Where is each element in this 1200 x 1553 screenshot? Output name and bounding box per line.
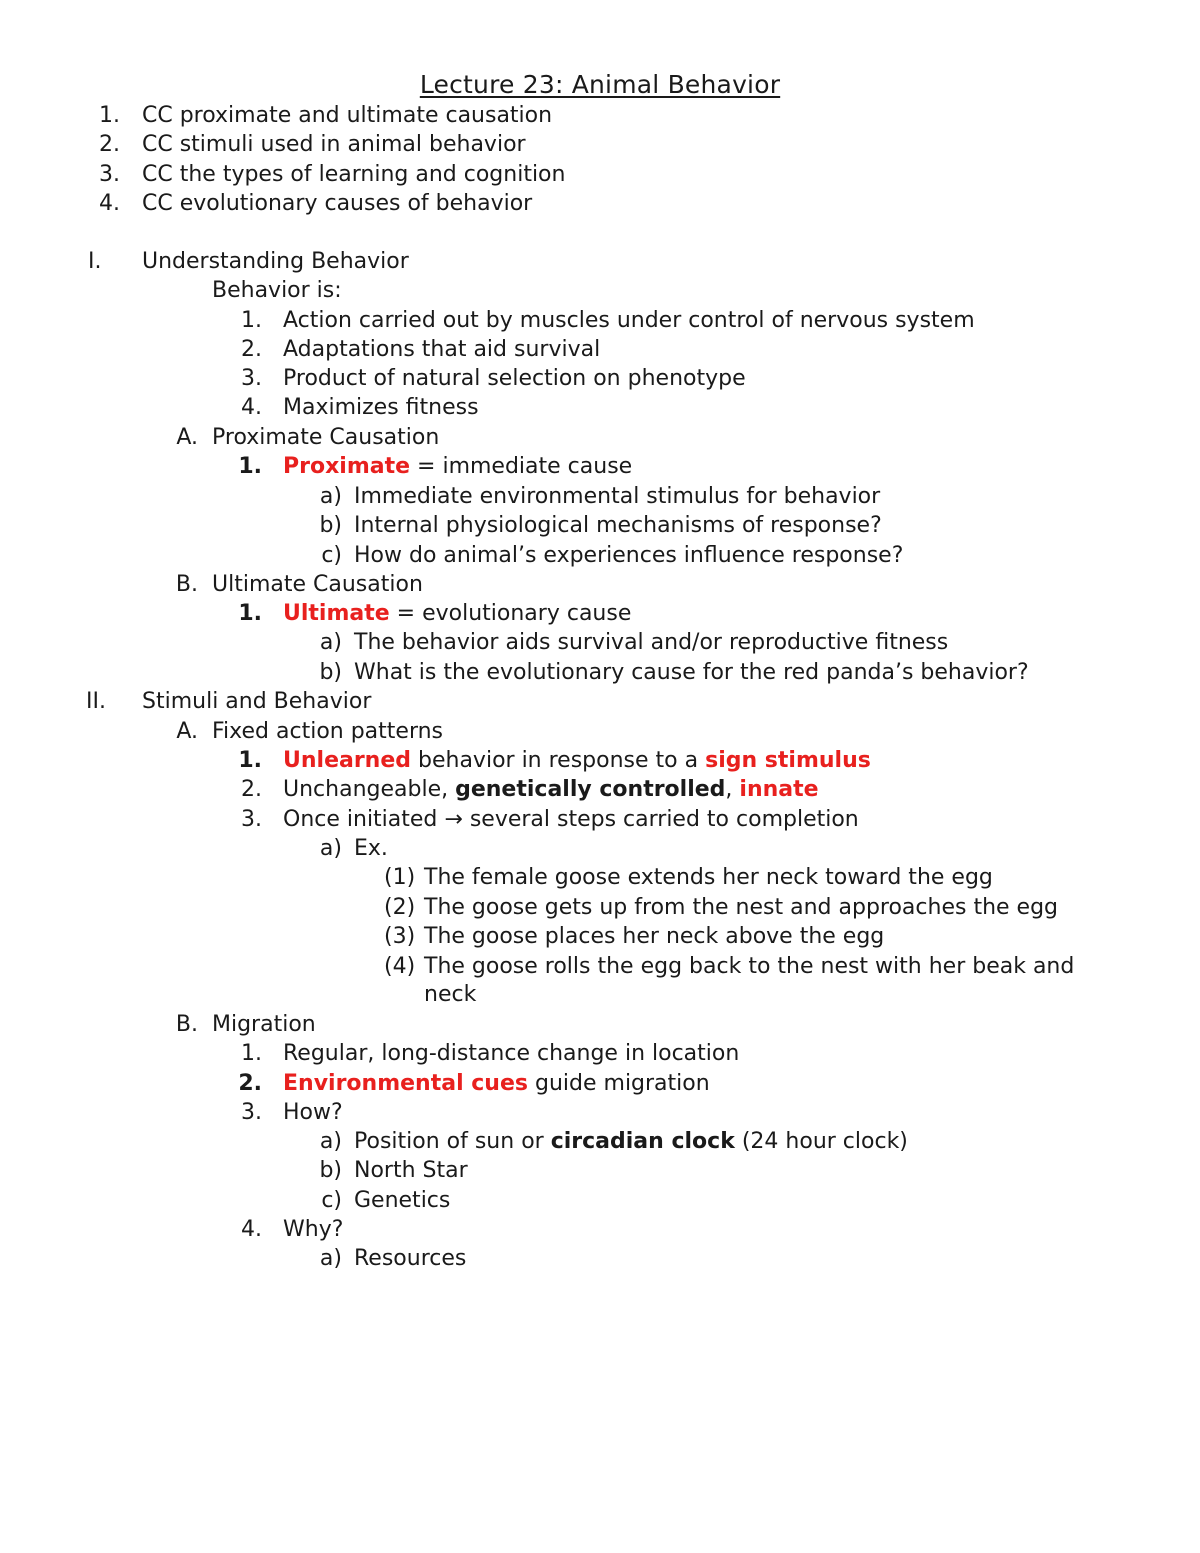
key-term: Ultimate — [283, 601, 390, 626]
letter-marker: B. — [175, 572, 198, 597]
definition-text — [283, 775, 819, 805]
step-text: The goose places her neck above the egg — [424, 924, 885, 949]
subsection-title: Ultimate Causation — [212, 572, 423, 597]
letter-marker: A. — [176, 425, 198, 450]
definition-text — [283, 599, 631, 629]
sub-item-text: Immediate environmental stimulus for behavior — [354, 484, 881, 509]
list-item-text: Regular, long-distance change in location — [283, 1041, 740, 1066]
list-item-text: How? — [283, 1100, 343, 1125]
sub-item — [0, 511, 1200, 541]
definition-prefix: Unchangeable, — [283, 777, 456, 802]
list-marker: 3. — [241, 807, 262, 832]
list-marker: b) — [319, 1158, 342, 1183]
step-marker: (2) — [384, 895, 416, 920]
step-item — [0, 863, 1200, 893]
key-term: innate — [739, 777, 819, 802]
definition-item — [0, 775, 1200, 805]
definition-text — [283, 746, 871, 776]
step-marker: (3) — [384, 924, 416, 949]
lecture-title: Lecture 23: Animal Behavior — [419, 70, 781, 99]
sub-item-text: What is the evolutionary cause for the red panda’s behavior? — [354, 660, 1029, 685]
subsection-heading — [0, 1010, 1200, 1040]
letter-marker: B. — [175, 1012, 198, 1037]
step-item — [0, 952, 1200, 982]
sub-item — [0, 1127, 1200, 1157]
objective-item — [0, 160, 1200, 190]
step-text-continued: neck — [424, 982, 477, 1007]
objective-text: CC the types of learning and cognition — [142, 162, 566, 187]
sub-item-text: Genetics — [354, 1188, 451, 1213]
list-marker: 4. — [99, 191, 120, 216]
key-term: Unlearned — [283, 748, 412, 773]
key-term: Proximate — [283, 454, 411, 479]
list-marker: 1. — [241, 1041, 262, 1066]
list-marker: 3. — [241, 366, 262, 391]
list-marker: a) — [319, 836, 342, 861]
step-text: The goose gets up from the nest and approaches the egg — [424, 895, 1059, 920]
definition-item — [0, 452, 1200, 482]
definition-item — [0, 1069, 1200, 1099]
list-marker: 1. — [238, 454, 262, 479]
sub-item — [0, 541, 1200, 571]
sub-item — [0, 1186, 1200, 1216]
list-marker: 3. — [241, 1100, 262, 1125]
definition-middle: behavior in response to a — [411, 748, 706, 773]
sub-item-suffix: (24 hour clock) — [734, 1129, 908, 1154]
list-marker: a) — [319, 630, 342, 655]
sub-item — [0, 658, 1200, 688]
step-marker: (1) — [384, 865, 416, 890]
intro-text: Behavior is: — [212, 278, 342, 303]
list-marker: 4. — [241, 1217, 262, 1242]
objective-item — [0, 189, 1200, 219]
list-marker: c) — [321, 543, 342, 568]
sub-item-prefix: Position of sun or — [354, 1129, 551, 1154]
sub-item-text: How do animal’s experiences influence response? — [354, 543, 904, 568]
list-item — [0, 1098, 1200, 1128]
definition-text — [283, 1069, 710, 1099]
step-continuation — [0, 980, 1200, 1010]
section-heading — [0, 687, 1200, 717]
list-item — [0, 1215, 1200, 1245]
list-marker: a) — [319, 484, 342, 509]
roman-marker: II. — [86, 689, 106, 714]
list-item — [0, 1039, 1200, 1069]
list-marker: 2. — [99, 132, 120, 157]
list-marker: 3. — [99, 162, 120, 187]
list-item-text: Product of natural selection on phenotype — [283, 366, 746, 391]
list-item-text: Why? — [283, 1217, 344, 1242]
list-marker: b) — [319, 513, 342, 538]
subsection-title: Fixed action patterns — [212, 719, 444, 744]
sub-item-text — [354, 1127, 908, 1157]
objective-text: CC stimuli used in animal behavior — [142, 132, 526, 157]
definition-item — [0, 599, 1200, 629]
list-item-text: Once initiated → several steps carried to completion — [283, 807, 859, 832]
section-title: Stimuli and Behavior — [142, 689, 372, 714]
sub-item-text: Internal physiological mechanisms of response? — [354, 513, 882, 538]
list-marker: 1. — [238, 601, 262, 626]
list-item — [0, 335, 1200, 365]
list-marker: a) — [319, 1129, 342, 1154]
definition-rest: = immediate cause — [410, 454, 633, 479]
list-item — [0, 805, 1200, 835]
sub-item-text: North Star — [354, 1158, 468, 1183]
step-text: The female goose extends her neck toward the egg — [424, 865, 993, 890]
section-title: Understanding Behavior — [142, 249, 409, 274]
list-marker: 2. — [241, 777, 262, 802]
objective-text: CC evolutionary causes of behavior — [142, 191, 533, 216]
bold-term: circadian clock — [550, 1129, 735, 1154]
sub-item — [0, 834, 1200, 864]
intro-line — [0, 276, 1200, 306]
objective-item — [0, 101, 1200, 131]
subsection-heading — [0, 423, 1200, 453]
separator: , — [725, 777, 740, 802]
step-item — [0, 922, 1200, 952]
list-marker: 1. — [99, 103, 120, 128]
sub-item-text: Resources — [354, 1246, 467, 1271]
bold-term: genetically controlled — [455, 777, 726, 802]
list-item — [0, 393, 1200, 423]
list-item-text: Maximizes fitness — [283, 395, 479, 420]
list-item — [0, 364, 1200, 394]
list-marker: 2. — [238, 1071, 262, 1096]
list-marker: 1. — [238, 748, 262, 773]
step-item — [0, 893, 1200, 923]
list-item-text: Action carried out by muscles under control of nervous system — [283, 308, 975, 333]
key-term: Environmental cues — [283, 1071, 528, 1096]
sub-item-text: Ex. — [354, 836, 388, 861]
list-marker: 1. — [241, 308, 262, 333]
definition-text — [283, 452, 632, 482]
sub-item — [0, 1156, 1200, 1186]
letter-marker: A. — [176, 719, 198, 744]
sub-item — [0, 1244, 1200, 1274]
sub-item — [0, 482, 1200, 512]
subsection-title: Migration — [212, 1012, 316, 1037]
objective-text: CC proximate and ultimate causation — [142, 103, 553, 128]
subsection-heading — [0, 717, 1200, 747]
list-item-text: Adaptations that aid survival — [283, 337, 601, 362]
step-text: The goose rolls the egg back to the nest with her beak and — [424, 954, 1075, 979]
section-heading — [0, 247, 1200, 277]
list-marker: c) — [321, 1188, 342, 1213]
sub-item-text: The behavior aids survival and/or reproductive fitness — [354, 630, 949, 655]
subsection-heading — [0, 570, 1200, 600]
key-term: sign stimulus — [705, 748, 871, 773]
list-marker: b) — [319, 660, 342, 685]
list-marker: 4. — [241, 395, 262, 420]
definition-rest: guide migration — [528, 1071, 710, 1096]
roman-marker: I. — [88, 249, 102, 274]
definition-item — [0, 746, 1200, 776]
definition-rest: = evolutionary cause — [389, 601, 632, 626]
subsection-title: Proximate Causation — [212, 425, 440, 450]
list-item — [0, 306, 1200, 336]
objective-item — [0, 130, 1200, 160]
list-marker: 2. — [241, 337, 262, 362]
step-marker: (4) — [384, 954, 416, 979]
list-marker: a) — [319, 1246, 342, 1271]
sub-item — [0, 628, 1200, 658]
